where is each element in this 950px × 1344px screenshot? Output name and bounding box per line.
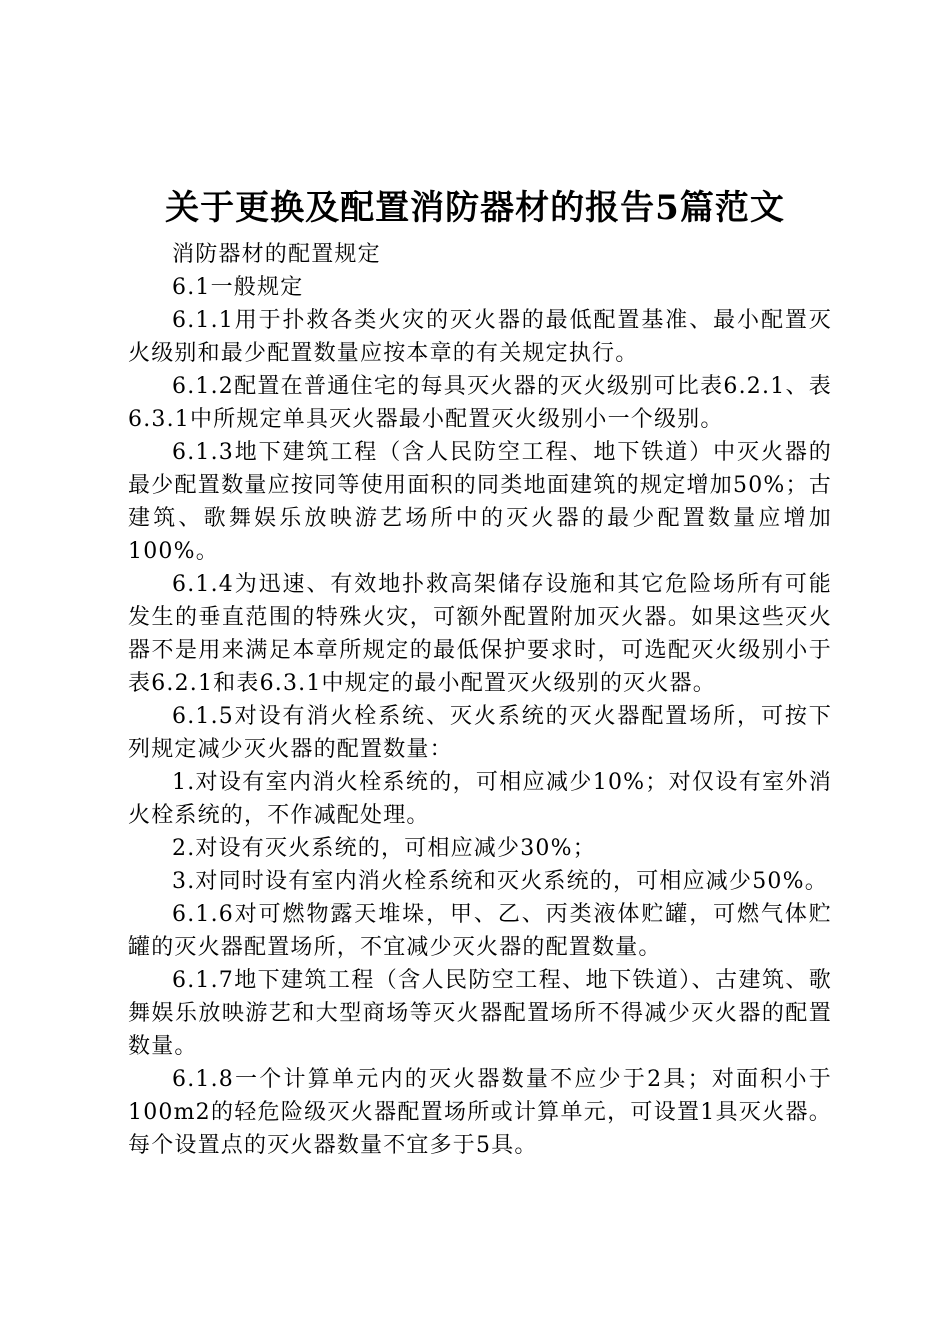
paragraph-6-1-2: 6.1.2配置在普通住宅的每具灭火器的灭火级别可比表6.2.1、表6.3.1中所规定单具灭火器最小配置灭火级别小一个级别。 bbox=[128, 374, 832, 432]
paragraph-6-1-3: 6.1.3地下建筑工程（含人民防空工程、地下铁道）中灭火器的最少配置数量应按同等使用面积的同类地面建筑的规定增加50%；古建筑、歌舞娱乐放映游艺场所中的灭火器的最少配置数量应增加100%。 bbox=[128, 440, 832, 564]
paragraph-6-1-4: 6.1.4为迅速、有效地扑救高架储存设施和其它危险场所有可能发生的垂直范围的特殊火灾，可额外配置附加灭火器。如果这些灭火器不是用来满足本章所规定的最低保护要求时，可选配灭火级别小于表6.2.1和表6.3.1中规定的最小配置灭火级别的灭火器。 bbox=[128, 572, 832, 696]
paragraph-6-1-7: 6.1.7地下建筑工程（含人民防空工程、地下铁道）、古建筑、歌舞娱乐放映游艺和大型商场等灭火器配置场所不得减少灭火器的配置数量。 bbox=[128, 968, 832, 1059]
list-item-1: 1.对设有室内消火栓系统的，可相应减少10%；对仅设有室外消火栓系统的，不作减配处理。 bbox=[128, 770, 832, 828]
paragraph-6-1-5: 6.1.5对设有消火栓系统、灭火系统的灭火器配置场所，可按下列规定减少灭火器的配置数量： bbox=[128, 704, 832, 762]
paragraph-intro: 消防器材的配置规定 bbox=[172, 242, 381, 267]
list-item-2: 2.对设有灭火系统的，可相应减少30%； bbox=[172, 836, 596, 861]
list-item-3: 3.对同时设有室内消火栓系统和灭火系统的，可相应减少50%。 bbox=[172, 869, 828, 894]
document-title: 关于更换及配置消防器材的报告5篇范文 bbox=[165, 188, 785, 228]
paragraph-6-1-1: 6.1.1用于扑救各类火灾的灭火器的最低配置基准、最小配置灭火级别和最少配置数量应按本章的有关规定执行。 bbox=[128, 308, 832, 366]
document-body bbox=[128, 238, 832, 1162]
paragraph-section-6-1: 6.1一般规定 bbox=[172, 275, 304, 300]
paragraph-6-1-8: 6.1.8一个计算单元内的灭火器数量不应少于2具；对面积小于100m2的轻危险级灭火器配置场所或计算单元，可设置1具灭火器。每个设置点的灭火器数量不宜多于5具。 bbox=[128, 1067, 832, 1158]
paragraph-6-1-6: 6.1.6对可燃物露天堆垛，甲、乙、丙类液体贮罐，可燃气体贮罐的灭火器配置场所，不宜减少灭火器的配置数量。 bbox=[128, 902, 832, 960]
